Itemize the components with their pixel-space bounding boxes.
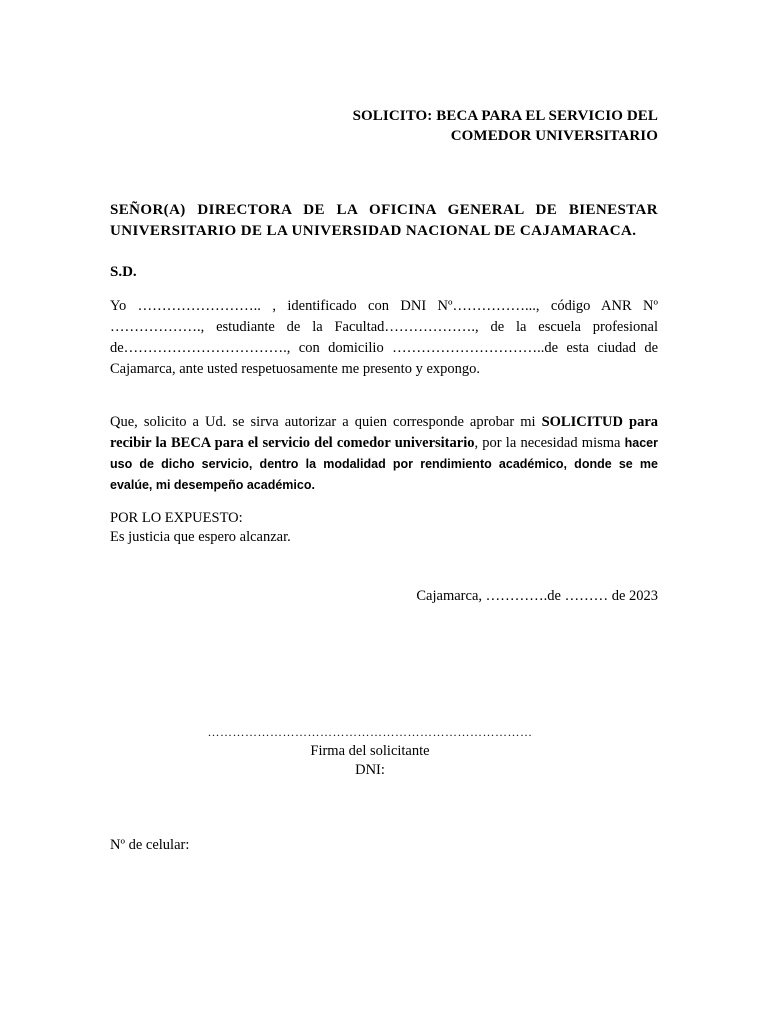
date-line: Cajamarca, ………….de ……… de 2023 bbox=[416, 588, 658, 604]
salutation: S.D. bbox=[110, 264, 137, 280]
subject-heading bbox=[353, 106, 658, 146]
signature-line: …………………………………………………………………… bbox=[207, 725, 533, 739]
paragraph-identification: Yo …………………….. , identificado con DNI Nº……………..., código ANR Nº ………………., estudiante de la Facultad………………., de la escuela profesional de……………………………., con domicilio …………………………..de esta ciudad de Cajamarca, ante usted respetuosamente me presento y expongo. bbox=[110, 298, 658, 377]
signature-label: Firma del solicitante bbox=[310, 743, 430, 759]
closing-block bbox=[110, 509, 291, 547]
request-bold: SOLICITUD para recibir la BECA para el servicio del comedor universitario bbox=[110, 414, 658, 451]
subject-line-2: COMEDOR UNIVERSITARIO bbox=[450, 128, 658, 144]
request-intro: Que, solicito a Ud. se sirva autorizar a quien corresponde aprobar mi bbox=[110, 414, 542, 430]
request-sans-tail: hacer uso de dicho servicio, dentro la modalidad por rendimiento académico, donde se me evalúe, mi desempeño académico. bbox=[110, 436, 658, 492]
signature-block bbox=[190, 723, 550, 780]
paragraph-request bbox=[110, 412, 658, 496]
closing-line-2: Es justicia que espero alcanzar. bbox=[110, 529, 291, 545]
addressee: SEÑOR(A) DIRECTORA DE LA OFICINA GENERAL DE BIENESTAR UNIVERSITARIO DE LA UNIVERSIDAD NACIONAL DE CAJAMARACA. bbox=[110, 202, 658, 239]
closing-line-1: POR LO EXPUESTO: bbox=[110, 510, 243, 526]
phone-label: Nº de celular: bbox=[110, 837, 190, 853]
signature-dni: DNI: bbox=[355, 762, 385, 778]
subject-line-1: SOLICITO: BECA PARA EL SERVICIO DEL bbox=[352, 108, 658, 124]
request-after-bold: , por la necesidad misma bbox=[474, 435, 625, 451]
